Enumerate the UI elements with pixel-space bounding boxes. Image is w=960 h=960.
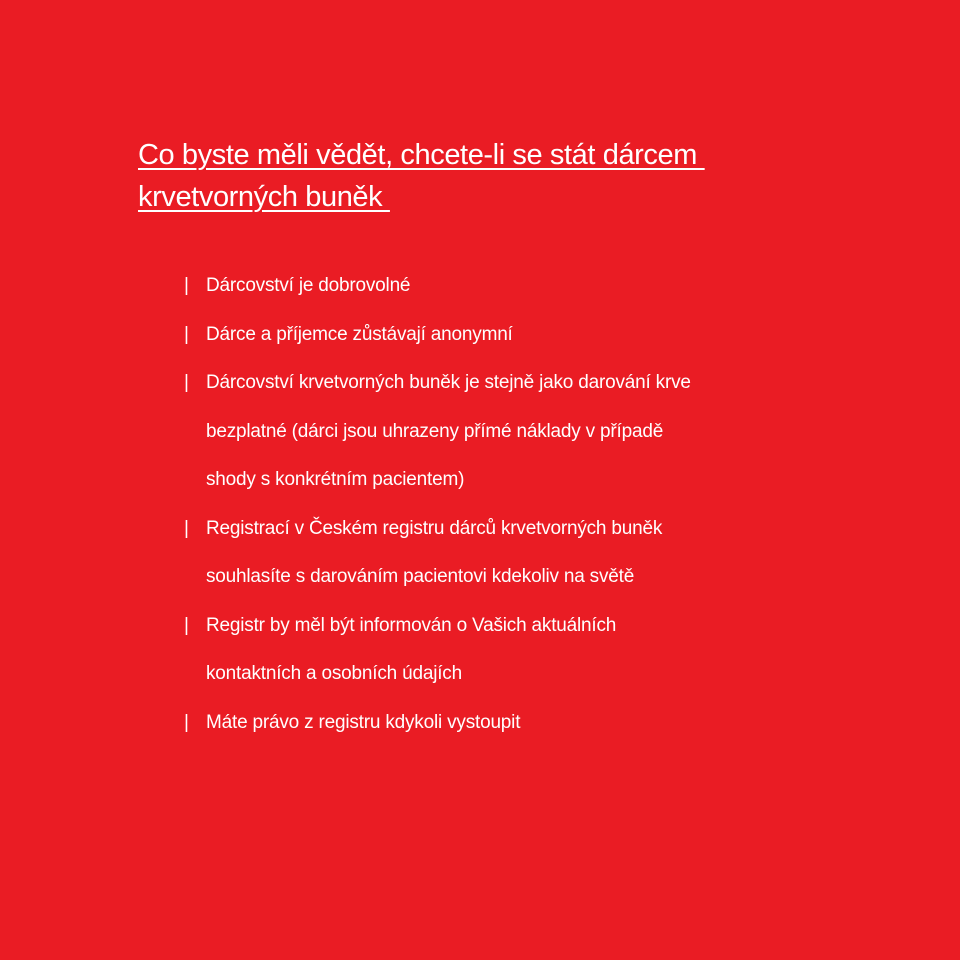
title-line-1: Co byste měli vědět, chcete-li se stát dárcem <box>138 139 705 171</box>
list-item-text: Registr by měl být informován o Vašich aktuálních <box>206 614 617 636</box>
list-item-text: Registrací v Českém registru dárců krvetvorných buněk <box>206 517 663 539</box>
list-item <box>184 699 904 748</box>
bullet-bar-icon: | <box>184 711 189 733</box>
bullet-bar-icon: | <box>184 275 189 296</box>
bullet-bar-icon: | <box>184 372 189 393</box>
list-item <box>184 505 904 602</box>
list-item <box>184 359 904 505</box>
bullet-bar-icon: | <box>184 323 189 345</box>
info-list <box>184 262 904 747</box>
list-item-text: kontaktních a osobních údajích <box>206 663 462 684</box>
list-item-text: Dárcovství je dobrovolné <box>206 275 411 296</box>
list-item-text: Dárcovství krvetvorných buněk je stejně jako darování krve <box>206 372 691 393</box>
list-item <box>184 602 904 699</box>
bullet-bar-icon: | <box>184 517 189 539</box>
list-item <box>184 262 904 311</box>
list-item-text: Máte právo z registru kdykoli vystoupit <box>206 711 521 733</box>
title-line-2: krvetvorných buněk <box>138 181 390 213</box>
page-title <box>138 134 838 218</box>
list-item-text: shody s konkrétním pacientem) <box>206 469 465 490</box>
list-item-text: Dárce a příjemce zůstávají anonymní <box>206 323 513 345</box>
list-item-text: bezplatné (dárci jsou uhrazeny přímé náklady v případě <box>206 420 664 442</box>
list-item-text: souhlasíte s darováním pacientovi kdekoliv na světě <box>206 566 635 587</box>
list-item <box>184 311 904 360</box>
bullet-bar-icon: | <box>184 614 189 636</box>
